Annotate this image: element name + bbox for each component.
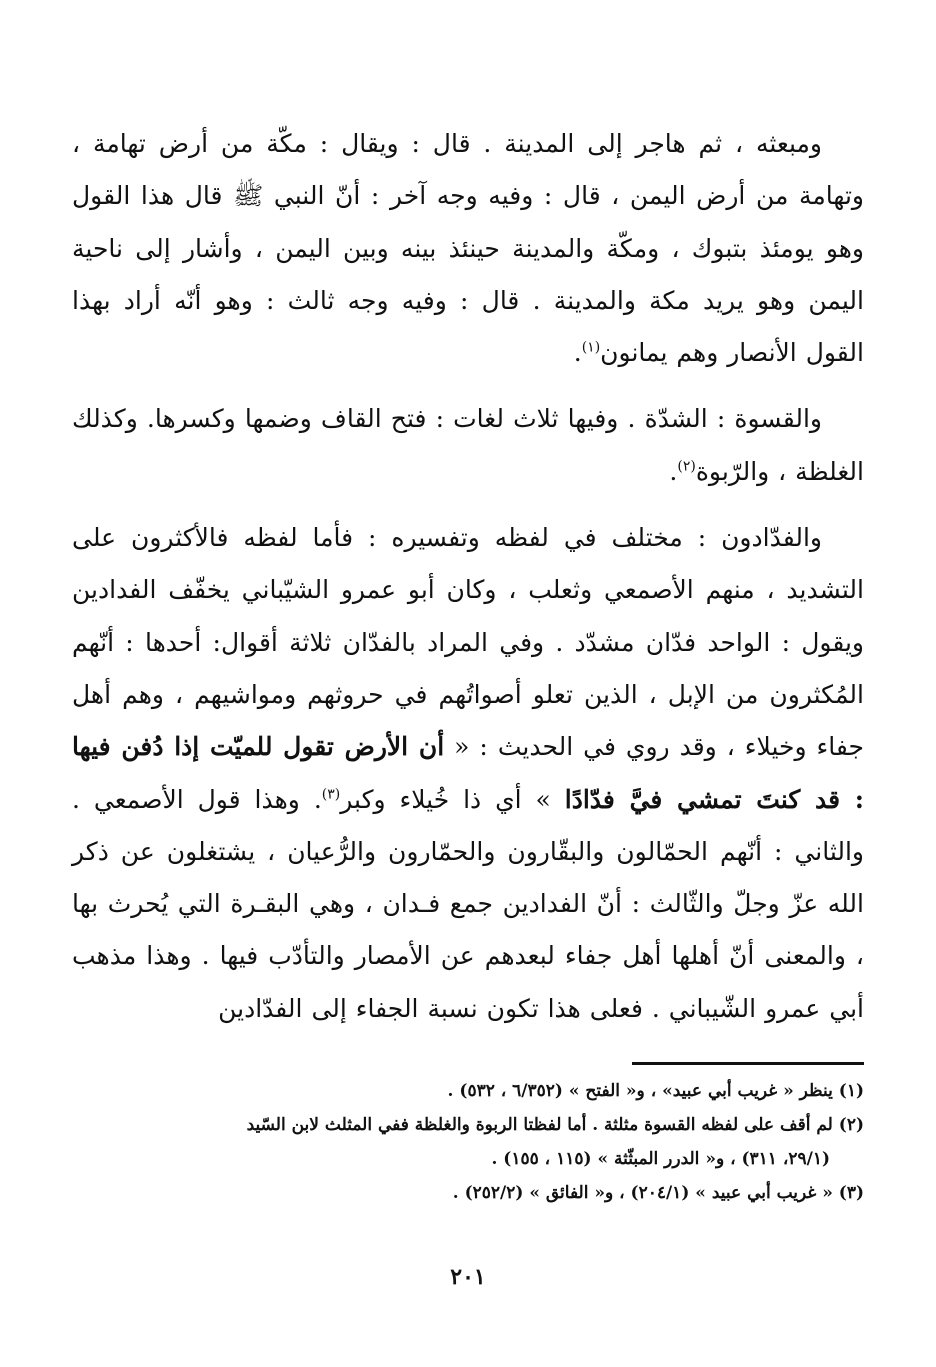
paragraph-3 xyxy=(72,512,864,1035)
paragraph-1-end: . xyxy=(573,338,582,368)
footnote-3: (٣) « غريب أبي عبيد » (٢٠٤/١) ، و« الفائق » (٢٥٢/٢) . xyxy=(452,1183,864,1203)
paragraph-2-end: . xyxy=(669,456,678,486)
hadith-quote: أن الأرض تقول للميّت إذا دُفن فيها : قد كنتَ تمشي فيَّ فدّادًا xyxy=(72,732,864,814)
paragraph-1-line-1: ومبعثه ، ثم هاجر إلى المدينة . قال : ويقال : مكّة من أرض تهامة ، xyxy=(72,129,822,158)
paragraph-1-line-2: وتهامة من أرض اليمن ، قال : وفيه وجه آخر : أنّ النبي ﷺ قال هذا xyxy=(140,181,864,211)
paragraph-1-line-4: إلى ناحية اليمن وهو يريد مكة والمدينة . قال : وفيه وجه ثالث : وهو xyxy=(72,233,864,315)
paragraph-3-text-before: والفدّادون : مختلف في لفظه وتفسيره : فأما لفظه فالأكثرون على التشديد ، منهم الأصمعي وثعلب ، وكان أبو عمرو الشيّباني يخفّف الفدادين ويقول : الواحد فدّان مشدّد . وفي المراد بالفدّان ثلاثة أقوال: أحدها : أنّهم المُكثرون من الإبل ، الذين تعلو أصواتُهم في حروثهم ومواشيهم ، وهم أهل جفاء وخيلاء ، وقد روي في الحديث : « xyxy=(72,523,864,762)
footnote-2-continuation: (٢٩/١، ٣١١) ، و« الدرر المبثّثة » (١١٥ ، ١٥٥) . xyxy=(491,1149,830,1169)
footnote-ref-2: (٢) xyxy=(677,458,696,475)
paragraph-3-text-after: . وهذا قول الأصمعي . والثاني : أنّهم الحمّالون والبقّارون والحمّارون والرُّعيان ، يشتغلون عن ذكر الله عزّ وجلّ والثّالث : أنّ الفدادين جمع فـدان ، وهي البقـرة التي يُحرث بها ، والمعنى أنّ أهلها أهل جفاء لبعدهم عن الأمصار والتأدّب فيها . وهذا مذهب أبي عمرو الشّيباني . فعلى هذا تكون نسبة الجفاء إلى الفدّادين xyxy=(72,784,864,1023)
footnote-2-text: (٢) لم أقف على لفظه القسوة مثلثة . أما لفظتا الربوة والغلظة ففي المثلث لابن السّيد xyxy=(246,1115,864,1135)
paragraph-1 xyxy=(72,118,864,379)
page-number: ٢٠١ xyxy=(450,1264,486,1290)
footnotes xyxy=(72,1074,864,1210)
footnote-separator xyxy=(632,1062,864,1065)
footnote-2 xyxy=(72,1108,864,1176)
paragraph-3-text-middle: » أي ذا خُيلاء وكبر xyxy=(340,784,551,814)
footnote-ref-3: (٣) xyxy=(321,786,341,803)
footnote-ref-1: (١) xyxy=(581,339,601,356)
paragraph-1-line-5: أنّه أراد بهذا القول الأنصار وهم يمانون xyxy=(72,285,864,368)
paragraph-2-line-2: وكسرها. وكذلك الغلظة ، والرّبوة xyxy=(72,404,864,486)
footnote-1: (١) ينظر « غريب أبي عبيد» ، و« الفتح » (٦/٣٥٢ ، ٥٣٢) . xyxy=(447,1081,864,1101)
paragraph-2-line-1: والقسوة : الشدّة . وفيها ثلاث لغات : فتح القاف وضمها xyxy=(244,404,822,434)
paragraph-1-line-3: القول وهو يومئذ بتبوك ، ومكّة والمدينة حينئذ بينه وبين اليمن ، وأشار xyxy=(72,181,865,263)
paragraph-2 xyxy=(72,393,864,498)
main-text xyxy=(72,118,864,1035)
